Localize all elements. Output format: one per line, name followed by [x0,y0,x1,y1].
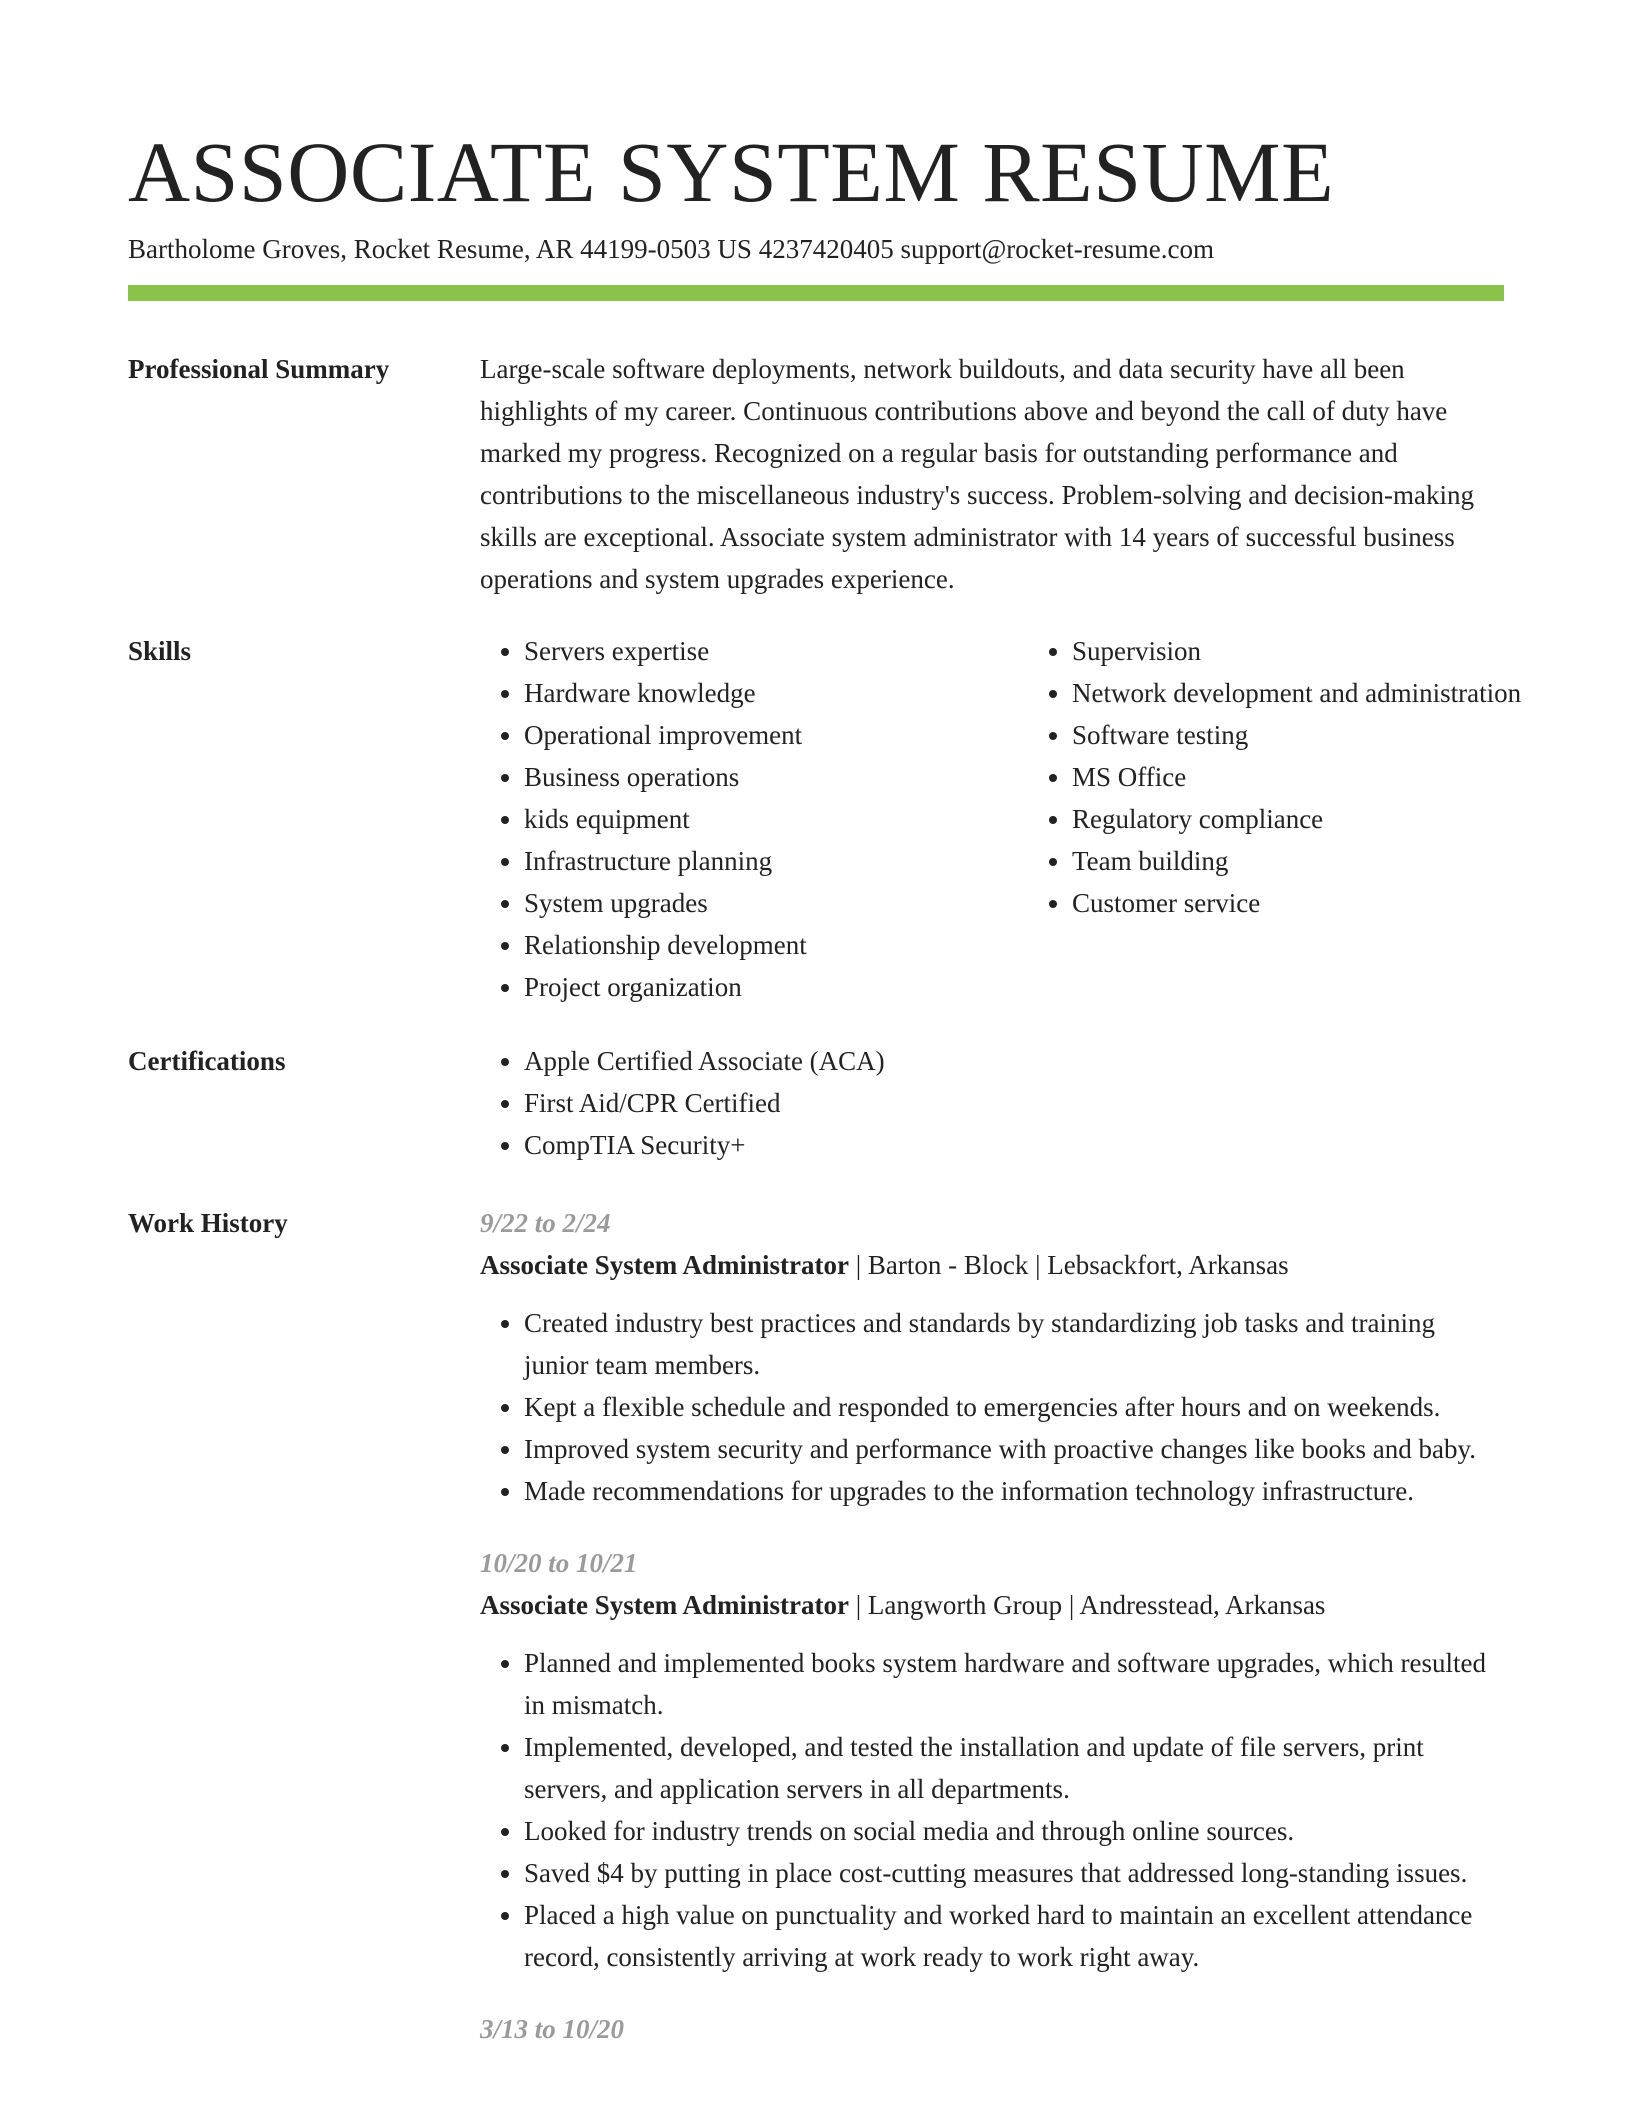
resume-title: ASSOCIATE SYSTEM RESUME [128,124,1335,220]
job-bullet: • Looked for industry trends on social media and through online sources. [524,1810,1504,1852]
job-dates: 9/22 to 2/24 [480,1208,611,1238]
job-heading [480,1244,1504,1286]
job-title: Associate System Administrator [480,1590,849,1620]
section-label-summary: Professional Summary [128,354,390,384]
job-entry [480,2008,1504,2050]
skills-list-left [480,630,984,1008]
job-entry [480,1202,1504,1512]
skill-item: • System upgrades [524,882,984,924]
skill-item: • Servers expertise [524,630,984,672]
skill-item: • Customer service [1072,882,1548,924]
skill-item: • Network development and administration [1072,672,1548,714]
job-company-location: | Barton - Block | Lebsackfort, Arkansas [848,1250,1289,1280]
job-bullet: • Planned and implemented books system hardware and software upgrades, which resulted in mismatch. [524,1642,1504,1726]
section-label-skills: Skills [128,636,192,666]
job-bullet: • Made recommendations for upgrades to the information technology infrastructure. [524,1470,1504,1512]
certification-item: • Apple Certified Associate (ACA) [524,1040,1504,1082]
section-label-certifications: Certifications [128,1046,286,1076]
certification-item: • CompTIA Security+ [524,1124,1504,1166]
job-bullet: • Improved system security and performance with proactive changes like books and baby. [524,1428,1504,1470]
skill-item: • Operational improvement [524,714,984,756]
contact-line: Bartholome Groves, Rocket Resume, AR 44199-0503 US 4237420405 support@rocket-resume.com [128,234,1214,264]
job-heading [480,1584,1504,1626]
skill-item: • Business operations [524,756,984,798]
skill-item: • kids equipment [524,798,984,840]
job-dates: 3/13 to 10/20 [480,2014,625,2044]
skill-item: • Supervision [1072,630,1548,672]
skill-item: • Infrastructure planning [524,840,984,882]
summary-text: Large-scale software deployments, network buildouts, and data security have all been highlights of my career. Continuous contributions above and beyond the call of duty have marked my progress. Recognized on a regular basis for outstanding performance and contributions to the miscellaneous industry's success. Problem-solving and decision-making skills are exceptional. Associate system administrator with 14 years of successful business operations and system upgrades experience. [480,354,1474,594]
job-bullet: • Implemented, developed, and tested the installation and update of file servers, print servers, and application servers in all departments. [524,1726,1504,1810]
skill-item: • Team building [1072,840,1548,882]
job-dates: 10/20 to 10/21 [480,1548,638,1578]
work-history-body [480,1202,1504,2080]
job-bullets [480,1302,1504,1512]
job-bullet: • Placed a high value on punctuality and worked hard to maintain an excellent attendance record, consistently arriving at work ready to work right away. [524,1894,1504,1978]
job-bullet: • Saved $4 by putting in place cost-cutting measures that addressed long-standing issues. [524,1852,1504,1894]
accent-divider [128,285,1504,301]
certification-item: • First Aid/CPR Certified [524,1082,1504,1124]
skills-list-right [1028,630,1548,1008]
job-title: Associate System Administrator [480,1250,849,1280]
skills-body [480,630,1522,1008]
skill-item: • Relationship development [524,924,984,966]
job-entry [480,1542,1504,1978]
certifications-body [480,1040,1504,1166]
job-company-location: | Langworth Group | Andresstead, Arkansas [848,1590,1326,1620]
section-label-work-history: Work History [128,1208,288,1238]
job-bullets [480,1642,1504,1978]
skill-item: • Regulatory compliance [1072,798,1548,840]
job-bullet: • Created industry best practices and standards by standardizing job tasks and training junior team members. [524,1302,1504,1386]
summary-body [480,348,1504,600]
job-bullet: • Kept a flexible schedule and responded to emergencies after hours and on weekends. [524,1386,1504,1428]
skill-item: • MS Office [1072,756,1548,798]
skill-item: • Project organization [524,966,984,1008]
skill-item: • Software testing [1072,714,1548,756]
skill-item: • Hardware knowledge [524,672,984,714]
certifications-list [480,1040,1504,1166]
